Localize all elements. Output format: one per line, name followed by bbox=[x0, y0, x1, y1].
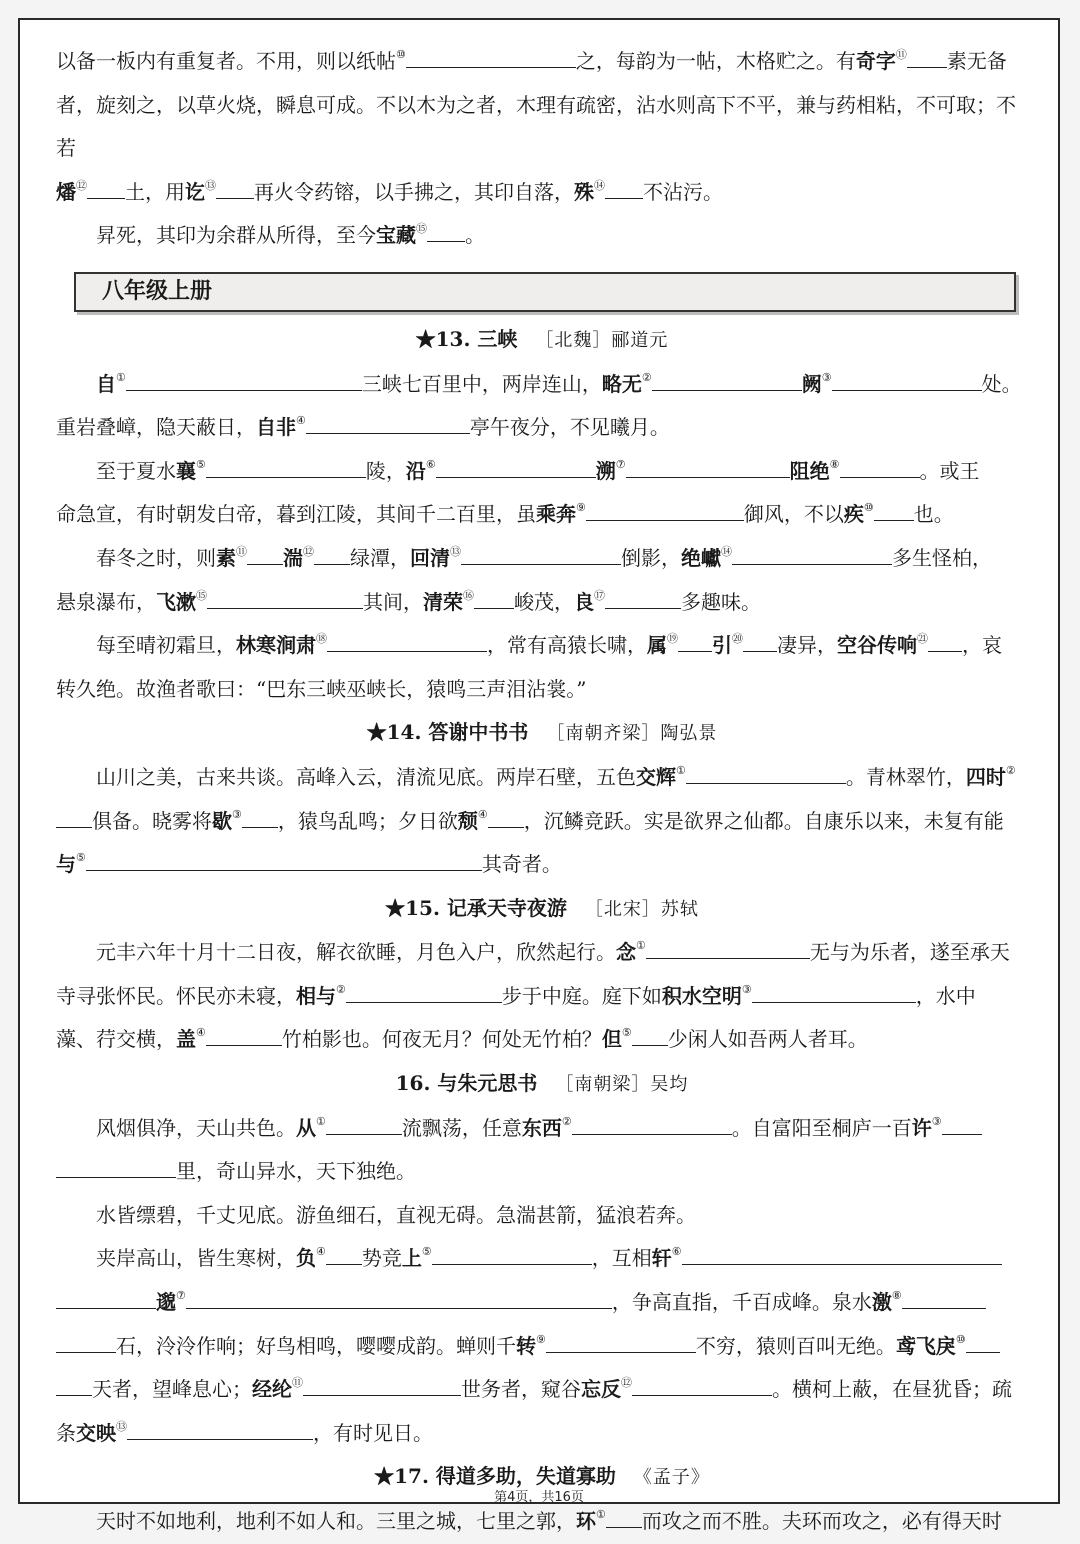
answer-blank[interactable] bbox=[966, 1332, 1000, 1353]
answer-blank[interactable] bbox=[632, 1025, 668, 1046]
answer-blank[interactable] bbox=[306, 413, 470, 434]
passage-title: ★17. 得道多助，失道寡助 《孟子》 bbox=[374, 1464, 710, 1489]
text-line: 夹岸高山，皆生寒树，负④ 势竞上⑤ ，互相轩⑥ bbox=[56, 1237, 1028, 1281]
answer-blank[interactable] bbox=[605, 588, 681, 609]
text-line: 藻、荇交横，盖④ 竹柏影也。何夜无月？何处无竹柏？但⑤ 少闲人如吾两人者耳。 bbox=[56, 1026, 868, 1052]
passage-title: 16. 与朱元思书 ［南朝梁］吴均 bbox=[395, 1071, 689, 1096]
answer-blank[interactable] bbox=[678, 631, 712, 652]
passage-title: ★14. 答谢中书书 ［南朝齐梁］陶弘景 bbox=[366, 720, 718, 745]
answer-blank[interactable] bbox=[606, 1507, 642, 1528]
answer-blank[interactable] bbox=[206, 457, 366, 478]
text-line: 与⑤ 其奇者。 bbox=[56, 851, 562, 877]
passage-16 bbox=[56, 1062, 1028, 1455]
text-line: 燔⑫ 土，用讫⑬ 再火令药镕，以手拂之，其印自落，殊⑭ 不沾污。 bbox=[56, 178, 723, 204]
text-line: 元丰六年十月十二日夜，解衣欲睡，月色入户，欣然起行。念① 无与为乐者，遂至承天 bbox=[96, 939, 1010, 965]
answer-blank[interactable] bbox=[206, 1025, 282, 1046]
text-line: 俱备。晓雾将歇③ ，猿鸟乱鸣；夕日欲颓④ ，沉鳞竞跃。实是欲界之仙都。自康乐以来，未复有能 bbox=[56, 800, 1028, 844]
answer-blank[interactable] bbox=[652, 370, 802, 391]
answer-blank[interactable] bbox=[646, 938, 810, 959]
passage-15 bbox=[56, 887, 1028, 1062]
answer-blank[interactable] bbox=[686, 763, 846, 784]
text-line: 石，泠泠作响；好鸟相鸣，嘤嘤成韵。蝉则千转⑨ 不穷，猿则百叫无绝。鸢飞戾⑩ bbox=[56, 1325, 1028, 1369]
answer-blank[interactable] bbox=[432, 1244, 592, 1265]
text-line: 春冬之时，则素⑪ 湍⑫ 绿潭，回清⑬ 倒影，绝巘⑭ 多生怪柏， bbox=[96, 544, 992, 570]
answer-blank[interactable] bbox=[406, 47, 576, 68]
answer-blank[interactable] bbox=[907, 47, 947, 68]
answer-blank[interactable] bbox=[546, 1332, 696, 1353]
answer-blank[interactable] bbox=[127, 1419, 313, 1440]
answer-blank[interactable] bbox=[327, 631, 487, 652]
answer-blank[interactable] bbox=[346, 982, 502, 1003]
answer-blank[interactable] bbox=[86, 850, 482, 871]
answer-blank[interactable] bbox=[586, 500, 744, 521]
answer-blank[interactable] bbox=[314, 544, 350, 565]
answer-blank[interactable] bbox=[572, 1114, 732, 1135]
answer-blank[interactable] bbox=[928, 631, 962, 652]
text-line: 天者，望峰息心；经纶⑪ 世务者，窥谷忘反⑫ 。横柯上蔽，在昼犹昏；疏 bbox=[56, 1368, 1028, 1412]
section-header: 八年级上册 bbox=[74, 272, 1016, 312]
answer-blank[interactable] bbox=[743, 631, 777, 652]
answer-blank[interactable] bbox=[732, 544, 892, 565]
text-line: 寺寻张怀民。怀民亦未寝，相与② 步于中庭。庭下如积水空明③ ，水中 bbox=[56, 982, 976, 1008]
answer-blank[interactable] bbox=[902, 1288, 986, 1309]
answer-blank[interactable] bbox=[632, 1375, 772, 1396]
text-line: 里，奇山异水，天下独绝。 bbox=[56, 1150, 1028, 1194]
text-line: 以备一板内有重复者。不用，则以纸帖⑩ 之，每韵为一帖，木格贮之。有奇字⑪ 素无备 bbox=[56, 48, 1007, 73]
answer-blank[interactable] bbox=[242, 807, 278, 828]
text-line: 者，旋刻之，以草火烧，瞬息可成。不以木为之者，木理有疏密，沾水则高下不平，兼与药相粘，不可取；不若 bbox=[56, 92, 1016, 161]
answer-blank[interactable] bbox=[942, 1114, 982, 1135]
answer-blank[interactable] bbox=[461, 544, 621, 565]
text-line: 天时不如地利，地利不如人和。三里之城，七里之郭，环① 而攻之而不胜。夫环而攻之，必有得天时 bbox=[96, 1508, 1002, 1533]
worksheet-page bbox=[18, 18, 1060, 1533]
passage-title: ★15. 记承天寺夜游 ［北宋］苏轼 bbox=[385, 895, 699, 920]
answer-blank[interactable] bbox=[326, 1244, 362, 1265]
answer-blank[interactable] bbox=[682, 1244, 1002, 1265]
text-line: 转久绝。故渔者歌曰：“巴东三峡巫峡长，猿鸣三声泪沾裳。” bbox=[56, 676, 587, 701]
answer-blank[interactable] bbox=[186, 1288, 612, 1309]
text-line: 条交映⑬ ，有时见日。 bbox=[56, 1419, 433, 1445]
answer-blank[interactable] bbox=[56, 1288, 156, 1309]
page-number: 第4页，共16页 bbox=[494, 1490, 584, 1505]
answer-blank[interactable] bbox=[303, 1375, 461, 1396]
answer-blank[interactable] bbox=[87, 178, 125, 199]
answer-blank[interactable] bbox=[626, 457, 790, 478]
text-line: 命急宣，有时朝发白帝，暮到江陵，其间千二百里，虽乘奔⑨ 御风，不以疾⑩ 也。 bbox=[56, 501, 954, 527]
answer-blank[interactable] bbox=[56, 1157, 176, 1178]
text-line: 悬泉瀑布，飞漱⑮ 其间，清荣⑯ 峻茂，良⑰ 多趣味。 bbox=[56, 588, 761, 614]
answer-blank[interactable] bbox=[326, 1114, 402, 1135]
answer-blank[interactable] bbox=[56, 807, 92, 828]
text-line: 邈⑦ ，争高直指，千百成峰。泉水激⑧ bbox=[56, 1281, 1028, 1325]
text-line: 自① 三峡七百里中，两岸连山，略无② 阙③ 处。 bbox=[96, 370, 1022, 396]
passage-13 bbox=[56, 318, 1028, 711]
answer-blank[interactable] bbox=[840, 457, 920, 478]
answer-blank[interactable] bbox=[427, 221, 465, 242]
text-line: 山川之美，古来共谈。高峰入云，清流见底。两岸石壁，五色交辉① 。青林翠竹，四时② bbox=[96, 763, 1016, 789]
answer-blank[interactable] bbox=[56, 1375, 92, 1396]
answer-blank[interactable] bbox=[247, 544, 283, 565]
passage-title: ★13. 三峡 ［北魏］郦道元 bbox=[415, 326, 669, 351]
worksheet-content bbox=[56, 40, 1028, 1544]
text-line: 水皆缥碧，千丈见底。游鱼细石，直视无碍。急湍甚箭，猛浪若奔。 bbox=[96, 1202, 696, 1227]
answer-blank[interactable] bbox=[436, 457, 596, 478]
text-line: 重岩叠嶂，隐天蔽日，自非④ 亭午夜分，不见曦月。 bbox=[56, 414, 670, 440]
prev-passage bbox=[56, 40, 1028, 258]
text-line: 每至晴初霜旦，林寒涧肃⑱ ，常有高猿长啸，属⑲ 引⑳ 凄异，空谷传响$^㉑$ ，哀 bbox=[96, 632, 1002, 658]
answer-blank[interactable] bbox=[474, 588, 514, 609]
answer-blank[interactable] bbox=[832, 370, 982, 391]
passage-14 bbox=[56, 711, 1028, 886]
text-line: 至于夏水襄⑤ 陵，沿⑥ 溯⑦ 阻绝⑧ 。或王 bbox=[96, 457, 980, 483]
text-line: 风烟俱净，天山共色。从① 流飘荡，任意东西② 。自富阳至桐庐一百许③ bbox=[56, 1107, 1028, 1151]
answer-blank[interactable] bbox=[126, 370, 362, 391]
answer-blank[interactable] bbox=[752, 982, 916, 1003]
answer-blank[interactable] bbox=[488, 807, 524, 828]
answer-blank[interactable] bbox=[874, 500, 914, 521]
answer-blank[interactable] bbox=[605, 178, 643, 199]
answer-blank[interactable] bbox=[207, 588, 363, 609]
answer-blank[interactable] bbox=[216, 178, 254, 199]
answer-blank[interactable] bbox=[56, 1332, 116, 1353]
text-line: 昇死，其印为余群从所得，至今宝藏⑮ 。 bbox=[96, 222, 485, 248]
